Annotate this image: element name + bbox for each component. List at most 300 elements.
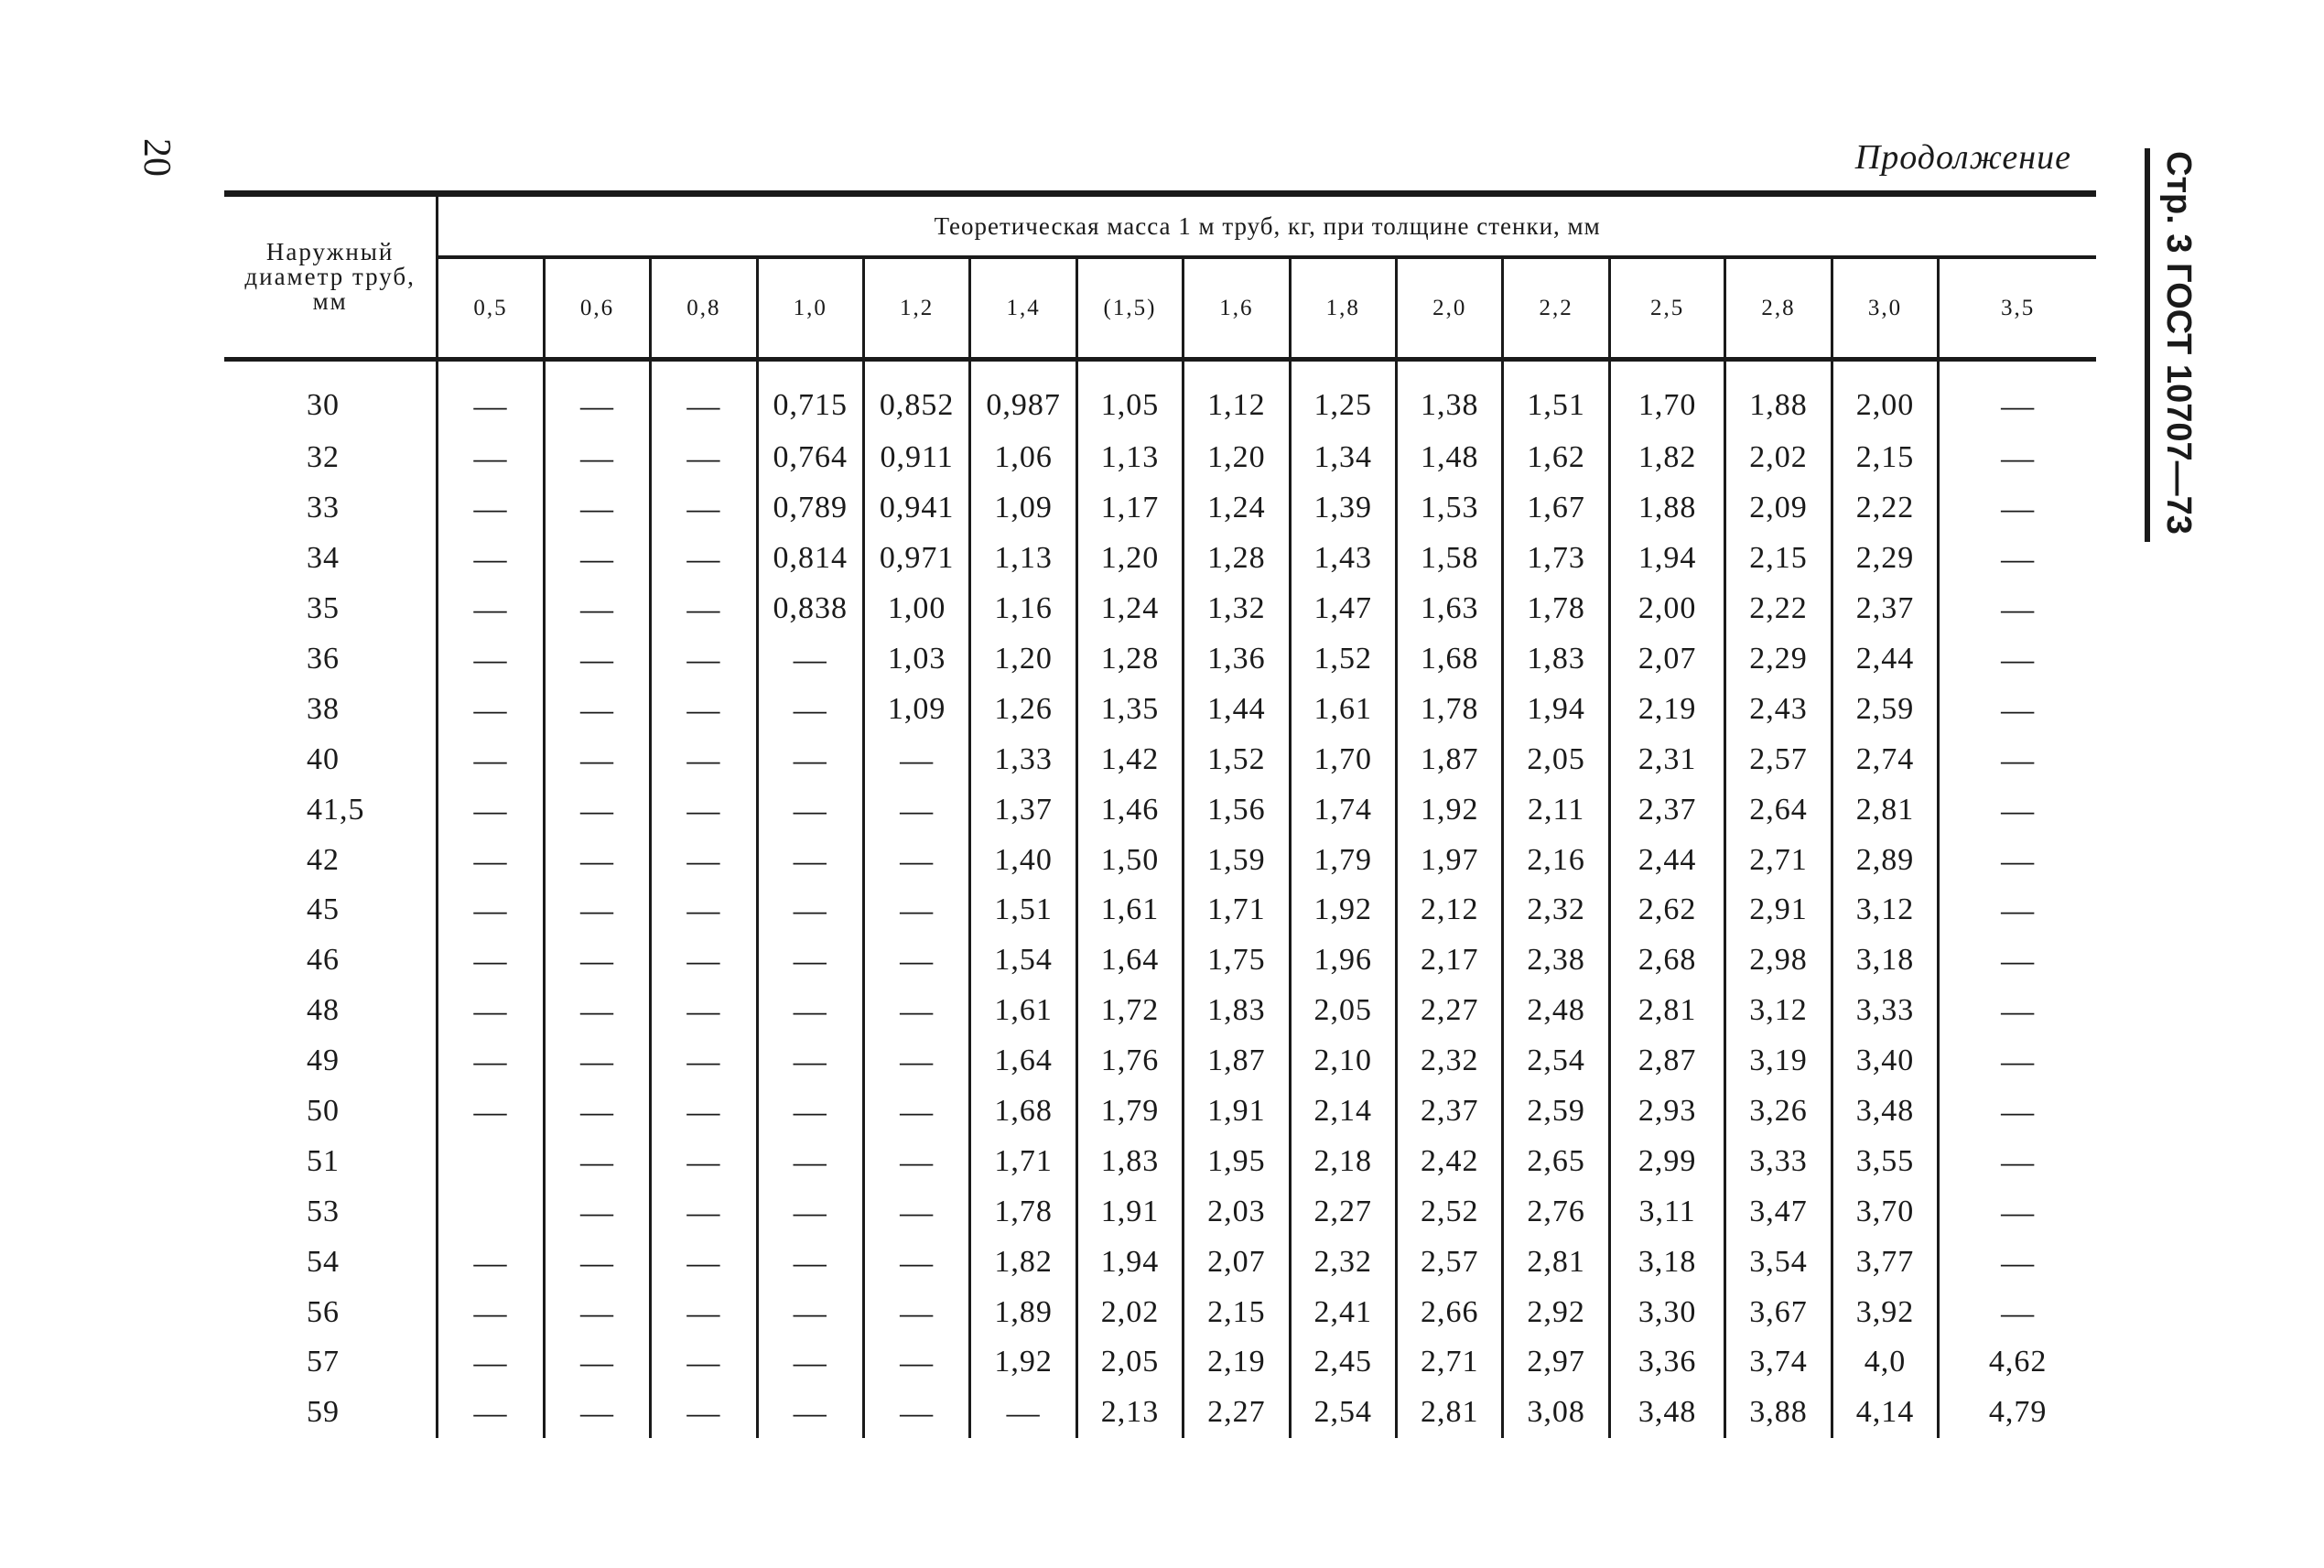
mass-cell: 2,98 <box>1725 935 1832 986</box>
mass-cell: 1,13 <box>970 534 1076 584</box>
mass-cell: 1,78 <box>1503 584 1609 634</box>
mass-cell: 1,64 <box>1076 935 1183 986</box>
diameter-cell: 53 <box>224 1186 438 1237</box>
dash-cell: — <box>438 1388 544 1438</box>
dash-cell: — <box>863 835 969 885</box>
diameter-cell: 30 <box>224 360 438 434</box>
mass-cell: 1,17 <box>1076 483 1183 534</box>
dash-cell: — <box>757 986 863 1036</box>
dash-cell: — <box>438 784 544 835</box>
mass-cell: 1,35 <box>1076 684 1183 734</box>
mass-cell: 1,74 <box>1290 784 1396 835</box>
mass-cell: 3,77 <box>1832 1237 1938 1287</box>
mass-cell: 3,40 <box>1832 1036 1938 1087</box>
dash-cell: — <box>757 1136 863 1186</box>
dash-cell: — <box>651 360 757 434</box>
mass-cell: 2,17 <box>1396 935 1502 986</box>
dash-cell: — <box>438 584 544 634</box>
mass-cell: 2,59 <box>1503 1087 1609 1137</box>
mass-cell: 1,83 <box>1503 634 1609 685</box>
dash-cell: — <box>1939 835 2096 885</box>
dash-cell: — <box>863 1087 969 1137</box>
dash-cell: — <box>651 835 757 885</box>
mass-cell: 1,70 <box>1290 734 1396 784</box>
dash-cell: — <box>1939 1237 2096 1287</box>
mass-cell: 1,32 <box>1184 584 1290 634</box>
dash-cell: — <box>438 935 544 986</box>
dash-cell: — <box>863 1237 969 1287</box>
dash-cell: — <box>438 684 544 734</box>
dash-cell: — <box>651 885 757 935</box>
dash-cell: — <box>651 1186 757 1237</box>
mass-cell: 4,0 <box>1832 1337 1938 1388</box>
diameter-cell: 38 <box>224 684 438 734</box>
mass-cell: 1,50 <box>1076 835 1183 885</box>
mass-cell: 2,32 <box>1396 1036 1502 1087</box>
table-row <box>224 1337 2096 1388</box>
mass-cell: 0,715 <box>757 360 863 434</box>
dash-cell: — <box>544 1337 650 1388</box>
dash-cell: — <box>1939 1036 2096 1087</box>
dash-cell: — <box>757 1186 863 1237</box>
header-row-thickness <box>224 257 2096 360</box>
mass-cell: 3,48 <box>1609 1388 1725 1438</box>
dash-cell: — <box>651 1237 757 1287</box>
dash-cell: — <box>1939 534 2096 584</box>
mass-cell: 2,81 <box>1609 986 1725 1036</box>
dash-cell: — <box>651 734 757 784</box>
mass-cell: 1,37 <box>970 784 1076 835</box>
diameter-cell: 50 <box>224 1087 438 1137</box>
mass-cell: 2,65 <box>1503 1136 1609 1186</box>
thickness-header: 3,0 <box>1832 257 1938 360</box>
mass-cell: 1,12 <box>1184 360 1290 434</box>
mass-cell <box>438 1136 544 1186</box>
mass-cell: 1,72 <box>1076 986 1183 1036</box>
mass-cell: 1,61 <box>1076 885 1183 935</box>
mass-cell: 2,19 <box>1184 1337 1290 1388</box>
mass-cell: 1,88 <box>1609 483 1725 534</box>
dash-cell: — <box>1939 734 2096 784</box>
mass-cell: 2,37 <box>1396 1087 1502 1137</box>
dash-cell: — <box>544 1036 650 1087</box>
mass-cell: 2,18 <box>1290 1136 1396 1186</box>
mass-cell: 1,95 <box>1184 1136 1290 1186</box>
mass-cell: 1,56 <box>1184 784 1290 835</box>
mass-cell: 1,96 <box>1290 935 1396 986</box>
mass-cell: 2,81 <box>1832 784 1938 835</box>
mass-cell: 1,67 <box>1503 483 1609 534</box>
mass-cell: 1,94 <box>1609 534 1725 584</box>
mass-cell: 2,15 <box>1832 433 1938 483</box>
dash-cell: — <box>544 1186 650 1237</box>
mass-cell: 2,16 <box>1503 835 1609 885</box>
mass-cell: 2,19 <box>1609 684 1725 734</box>
mass-cell: 2,03 <box>1184 1186 1290 1237</box>
mass-cell: 1,82 <box>970 1237 1076 1287</box>
mass-cell: 3,36 <box>1609 1337 1725 1388</box>
mass-cell: 2,02 <box>1076 1287 1183 1337</box>
dash-cell: — <box>863 1136 969 1186</box>
mass-cell: 1,79 <box>1076 1087 1183 1137</box>
dash-cell: — <box>651 584 757 634</box>
mass-cell: 1,16 <box>970 584 1076 634</box>
diameter-cell: 59 <box>224 1388 438 1438</box>
mass-cell: 0,941 <box>863 483 969 534</box>
dash-cell: — <box>438 986 544 1036</box>
mass-cell: 3,55 <box>1832 1136 1938 1186</box>
mass-cell: 2,48 <box>1503 986 1609 1036</box>
table-body <box>224 360 2096 1438</box>
mass-cell: 1,42 <box>1076 734 1183 784</box>
dash-cell: — <box>544 935 650 986</box>
diameter-cell: 34 <box>224 534 438 584</box>
mass-cell: 1,92 <box>1396 784 1502 835</box>
mass-cell: 1,40 <box>970 835 1076 885</box>
table-row <box>224 885 2096 935</box>
mass-cell: 2,54 <box>1290 1388 1396 1438</box>
mass-cell: 2,14 <box>1290 1087 1396 1137</box>
mass-cell: 1,61 <box>970 986 1076 1036</box>
mass-cell: 2,11 <box>1503 784 1609 835</box>
thickness-header: 0,6 <box>544 257 650 360</box>
dash-cell: — <box>863 734 969 784</box>
mass-cell: 2,93 <box>1609 1087 1725 1137</box>
dash-cell: — <box>544 1237 650 1287</box>
mass-cell: 2,13 <box>1076 1388 1183 1438</box>
mass-cell: 2,32 <box>1503 885 1609 935</box>
mass-cell: 2,76 <box>1503 1186 1609 1237</box>
dash-cell: — <box>863 935 969 986</box>
dash-cell: — <box>544 1136 650 1186</box>
diameter-cell: 35 <box>224 584 438 634</box>
dash-cell: — <box>651 784 757 835</box>
mass-cell: 1,38 <box>1396 360 1502 434</box>
dash-cell: — <box>863 1287 969 1337</box>
mass-cell: 1,59 <box>1184 835 1290 885</box>
dash-cell: — <box>1939 1287 2096 1337</box>
mass-cell: 2,45 <box>1290 1337 1396 1388</box>
diameter-cell: 56 <box>224 1287 438 1337</box>
mass-cell: 1,20 <box>970 634 1076 685</box>
dash-cell: — <box>757 634 863 685</box>
thickness-header: 1,8 <box>1290 257 1396 360</box>
dash-cell: — <box>544 986 650 1036</box>
dash-cell: — <box>544 734 650 784</box>
diameter-cell: 40 <box>224 734 438 784</box>
mass-cell: 0,911 <box>863 433 969 483</box>
mass-cell: 1,78 <box>1396 684 1502 734</box>
mass-cell: 2,97 <box>1503 1337 1609 1388</box>
mass-cell: 2,05 <box>1076 1337 1183 1388</box>
mass-cell: 1,46 <box>1076 784 1183 835</box>
mass-cell: 1,70 <box>1609 360 1725 434</box>
dash-cell: — <box>544 684 650 734</box>
thickness-header: 2,8 <box>1725 257 1832 360</box>
mass-cell: 3,67 <box>1725 1287 1832 1337</box>
dash-cell: — <box>651 534 757 584</box>
mass-cell: 3,48 <box>1832 1087 1938 1137</box>
dash-cell: — <box>1939 1186 2096 1237</box>
table-row <box>224 1388 2096 1438</box>
mass-cell: 2,89 <box>1832 835 1938 885</box>
thickness-header: 0,5 <box>438 257 544 360</box>
mass-cell: 2,81 <box>1396 1388 1502 1438</box>
mass-table-wrap <box>224 190 2096 1438</box>
thickness-header: 2,5 <box>1609 257 1725 360</box>
dash-cell: — <box>863 885 969 935</box>
mass-cell: 1,79 <box>1290 835 1396 885</box>
dash-cell: — <box>544 433 650 483</box>
mass-cell: 2,15 <box>1184 1287 1290 1337</box>
dash-cell: — <box>544 483 650 534</box>
dash-cell: — <box>651 1087 757 1137</box>
dash-cell: — <box>438 885 544 935</box>
mass-cell: 1,00 <box>863 584 969 634</box>
mass-cell: 1,58 <box>1396 534 1502 584</box>
mass-cell: 0,971 <box>863 534 969 584</box>
mass-cell: 2,22 <box>1725 584 1832 634</box>
dash-cell: — <box>651 433 757 483</box>
diameter-cell: 46 <box>224 935 438 986</box>
dash-cell: — <box>863 1036 969 1087</box>
dash-cell: — <box>651 986 757 1036</box>
mass-cell: 2,12 <box>1396 885 1502 935</box>
mass-cell: 3,92 <box>1832 1287 1938 1337</box>
dash-cell: — <box>757 1087 863 1137</box>
mass-cell: 3,18 <box>1609 1237 1725 1287</box>
mass-cell: 1,87 <box>1396 734 1502 784</box>
mass-cell: 2,38 <box>1503 935 1609 986</box>
dash-cell: — <box>863 986 969 1036</box>
mass-cell: 2,74 <box>1832 734 1938 784</box>
continuation-label: Продолжение <box>1854 138 2071 177</box>
diameter-cell: 36 <box>224 634 438 685</box>
mass-cell: 2,62 <box>1609 885 1725 935</box>
thickness-header: 2,2 <box>1503 257 1609 360</box>
dash-cell: — <box>1939 1136 2096 1186</box>
mass-cell: 1,62 <box>1503 433 1609 483</box>
mass-cell: 3,26 <box>1725 1087 1832 1137</box>
mass-header: Теоретическая масса 1 м труб, кг, при толщине стенки, мм <box>438 197 2096 257</box>
dash-cell: — <box>757 885 863 935</box>
dash-cell: — <box>1939 1087 2096 1137</box>
table-row <box>224 483 2096 534</box>
mass-cell: 2,32 <box>1290 1237 1396 1287</box>
mass-cell: 1,76 <box>1076 1036 1183 1087</box>
dash-cell: — <box>1939 433 2096 483</box>
dash-cell: — <box>1939 360 2096 434</box>
mass-cell: 3,12 <box>1725 986 1832 1036</box>
dash-cell: — <box>544 634 650 685</box>
dash-cell: — <box>1939 784 2096 835</box>
table-row <box>224 1136 2096 1186</box>
mass-cell: 1,89 <box>970 1287 1076 1337</box>
mass-cell: 1,48 <box>1396 433 1502 483</box>
dash-cell: — <box>651 1388 757 1438</box>
mass-cell: 1,83 <box>1184 986 1290 1036</box>
table-row <box>224 1087 2096 1137</box>
mass-cell: 1,63 <box>1396 584 1502 634</box>
mass-cell: 2,27 <box>1290 1186 1396 1237</box>
table-row <box>224 1186 2096 1237</box>
mass-cell: 3,12 <box>1832 885 1938 935</box>
mass-cell: 3,88 <box>1725 1388 1832 1438</box>
table-row <box>224 1287 2096 1337</box>
table-row <box>224 634 2096 685</box>
dash-cell: — <box>438 360 544 434</box>
mass-cell: 1,52 <box>1184 734 1290 784</box>
mass-cell: 1,71 <box>970 1136 1076 1186</box>
mass-cell: 1,64 <box>970 1036 1076 1087</box>
dash-cell: — <box>651 1136 757 1186</box>
mass-cell: 1,24 <box>1184 483 1290 534</box>
dash-cell: — <box>544 1087 650 1137</box>
mass-cell: 3,33 <box>1832 986 1938 1036</box>
table-row <box>224 534 2096 584</box>
mass-cell: 1,61 <box>1290 684 1396 734</box>
mass-cell: 1,87 <box>1184 1036 1290 1087</box>
mass-cell: 2,71 <box>1396 1337 1502 1388</box>
mass-cell: 3,08 <box>1503 1388 1609 1438</box>
mass-cell: 3,19 <box>1725 1036 1832 1087</box>
dash-cell: — <box>757 734 863 784</box>
thickness-header: 2,0 <box>1396 257 1502 360</box>
mass-cell: 1,52 <box>1290 634 1396 685</box>
mass-cell: 0,814 <box>757 534 863 584</box>
dash-cell: — <box>757 1237 863 1287</box>
mass-cell: 1,47 <box>1290 584 1396 634</box>
mass-cell: 3,30 <box>1609 1287 1725 1337</box>
side-rule <box>2145 148 2150 542</box>
dash-cell: — <box>757 784 863 835</box>
mass-cell: 1,20 <box>1076 534 1183 584</box>
mass-cell: 1,68 <box>1396 634 1502 685</box>
mass-cell: 2,54 <box>1503 1036 1609 1087</box>
mass-cell: 1,54 <box>970 935 1076 986</box>
page-number: 20 <box>135 138 178 177</box>
dash-cell: — <box>651 1287 757 1337</box>
diameter-cell: 54 <box>224 1237 438 1287</box>
mass-cell: 2,57 <box>1725 734 1832 784</box>
table-row <box>224 433 2096 483</box>
table-row <box>224 935 2096 986</box>
table-row <box>224 360 2096 434</box>
dash-cell: — <box>863 1337 969 1388</box>
mass-cell: 1,91 <box>1184 1087 1290 1137</box>
mass-cell: 4,14 <box>1832 1388 1938 1438</box>
mass-cell: 2,07 <box>1609 634 1725 685</box>
mass-cell: 0,838 <box>757 584 863 634</box>
mass-cell: 2,99 <box>1609 1136 1725 1186</box>
dash-cell: — <box>438 1287 544 1337</box>
mass-cell: 2,81 <box>1503 1237 1609 1287</box>
dash-cell: — <box>757 1337 863 1388</box>
dash-cell: — <box>438 1087 544 1137</box>
mass-cell: 3,33 <box>1725 1136 1832 1186</box>
mass-cell: 1,39 <box>1290 483 1396 534</box>
mass-cell: 1,09 <box>970 483 1076 534</box>
mass-cell: 3,47 <box>1725 1186 1832 1237</box>
mass-cell: 1,24 <box>1076 584 1183 634</box>
mass-cell: 1,20 <box>1184 433 1290 483</box>
dash-cell: — <box>1939 584 2096 634</box>
mass-cell: 2,92 <box>1503 1287 1609 1337</box>
mass-cell: 0,987 <box>970 360 1076 434</box>
mass-cell: 1,25 <box>1290 360 1396 434</box>
mass-cell: 2,27 <box>1396 986 1502 1036</box>
mass-cell: 2,09 <box>1725 483 1832 534</box>
thickness-header: 1,6 <box>1184 257 1290 360</box>
mass-cell: 1,53 <box>1396 483 1502 534</box>
mass-cell: 3,18 <box>1832 935 1938 986</box>
dash-cell: — <box>544 885 650 935</box>
dash-cell: — <box>651 935 757 986</box>
header-row-main <box>224 197 2096 257</box>
dash-cell: — <box>544 534 650 584</box>
mass-cell: 1,43 <box>1290 534 1396 584</box>
mass-cell: 1,03 <box>863 634 969 685</box>
mass-cell: 1,97 <box>1396 835 1502 885</box>
dash-cell: — <box>863 1388 969 1438</box>
table-row <box>224 734 2096 784</box>
mass-cell: 2,64 <box>1725 784 1832 835</box>
mass-cell: 1,71 <box>1184 885 1290 935</box>
dash-cell: — <box>544 784 650 835</box>
table-row <box>224 584 2096 634</box>
dash-cell: — <box>438 534 544 584</box>
dash-cell: — <box>651 1036 757 1087</box>
table-row <box>224 1237 2096 1287</box>
dash-cell: — <box>438 634 544 685</box>
mass-cell: 1,73 <box>1503 534 1609 584</box>
dash-cell: — <box>970 1388 1076 1438</box>
dash-cell: — <box>757 684 863 734</box>
dash-cell: — <box>757 835 863 885</box>
diameter-cell: 49 <box>224 1036 438 1087</box>
mass-cell: 1,28 <box>1076 634 1183 685</box>
mass-cell: 1,36 <box>1184 634 1290 685</box>
dash-cell: — <box>438 433 544 483</box>
mass-cell: 3,70 <box>1832 1186 1938 1237</box>
mass-cell: 2,31 <box>1609 734 1725 784</box>
table-row <box>224 684 2096 734</box>
dash-cell: — <box>863 784 969 835</box>
mass-cell: 2,71 <box>1725 835 1832 885</box>
dash-cell: — <box>544 1287 650 1337</box>
mass-cell: 4,79 <box>1939 1388 2096 1438</box>
mass-cell: 2,66 <box>1396 1287 1502 1337</box>
dash-cell: — <box>757 935 863 986</box>
thickness-header: 0,8 <box>651 257 757 360</box>
mass-cell: 2,29 <box>1832 534 1938 584</box>
diameter-cell: 48 <box>224 986 438 1036</box>
dash-cell: — <box>757 1036 863 1087</box>
mass-cell: 2,41 <box>1290 1287 1396 1337</box>
dash-cell: — <box>1939 935 2096 986</box>
diameter-cell: 51 <box>224 1136 438 1186</box>
mass-cell: 3,74 <box>1725 1337 1832 1388</box>
mass-cell: 2,22 <box>1832 483 1938 534</box>
mass-cell: 1,26 <box>970 684 1076 734</box>
mass-cell: 2,27 <box>1184 1388 1290 1438</box>
thickness-header: 1,0 <box>757 257 863 360</box>
dash-cell: — <box>1939 483 2096 534</box>
dash-cell: — <box>757 1388 863 1438</box>
mass-cell: 2,29 <box>1725 634 1832 685</box>
mass-cell: 2,43 <box>1725 684 1832 734</box>
mass-cell: 2,68 <box>1609 935 1725 986</box>
